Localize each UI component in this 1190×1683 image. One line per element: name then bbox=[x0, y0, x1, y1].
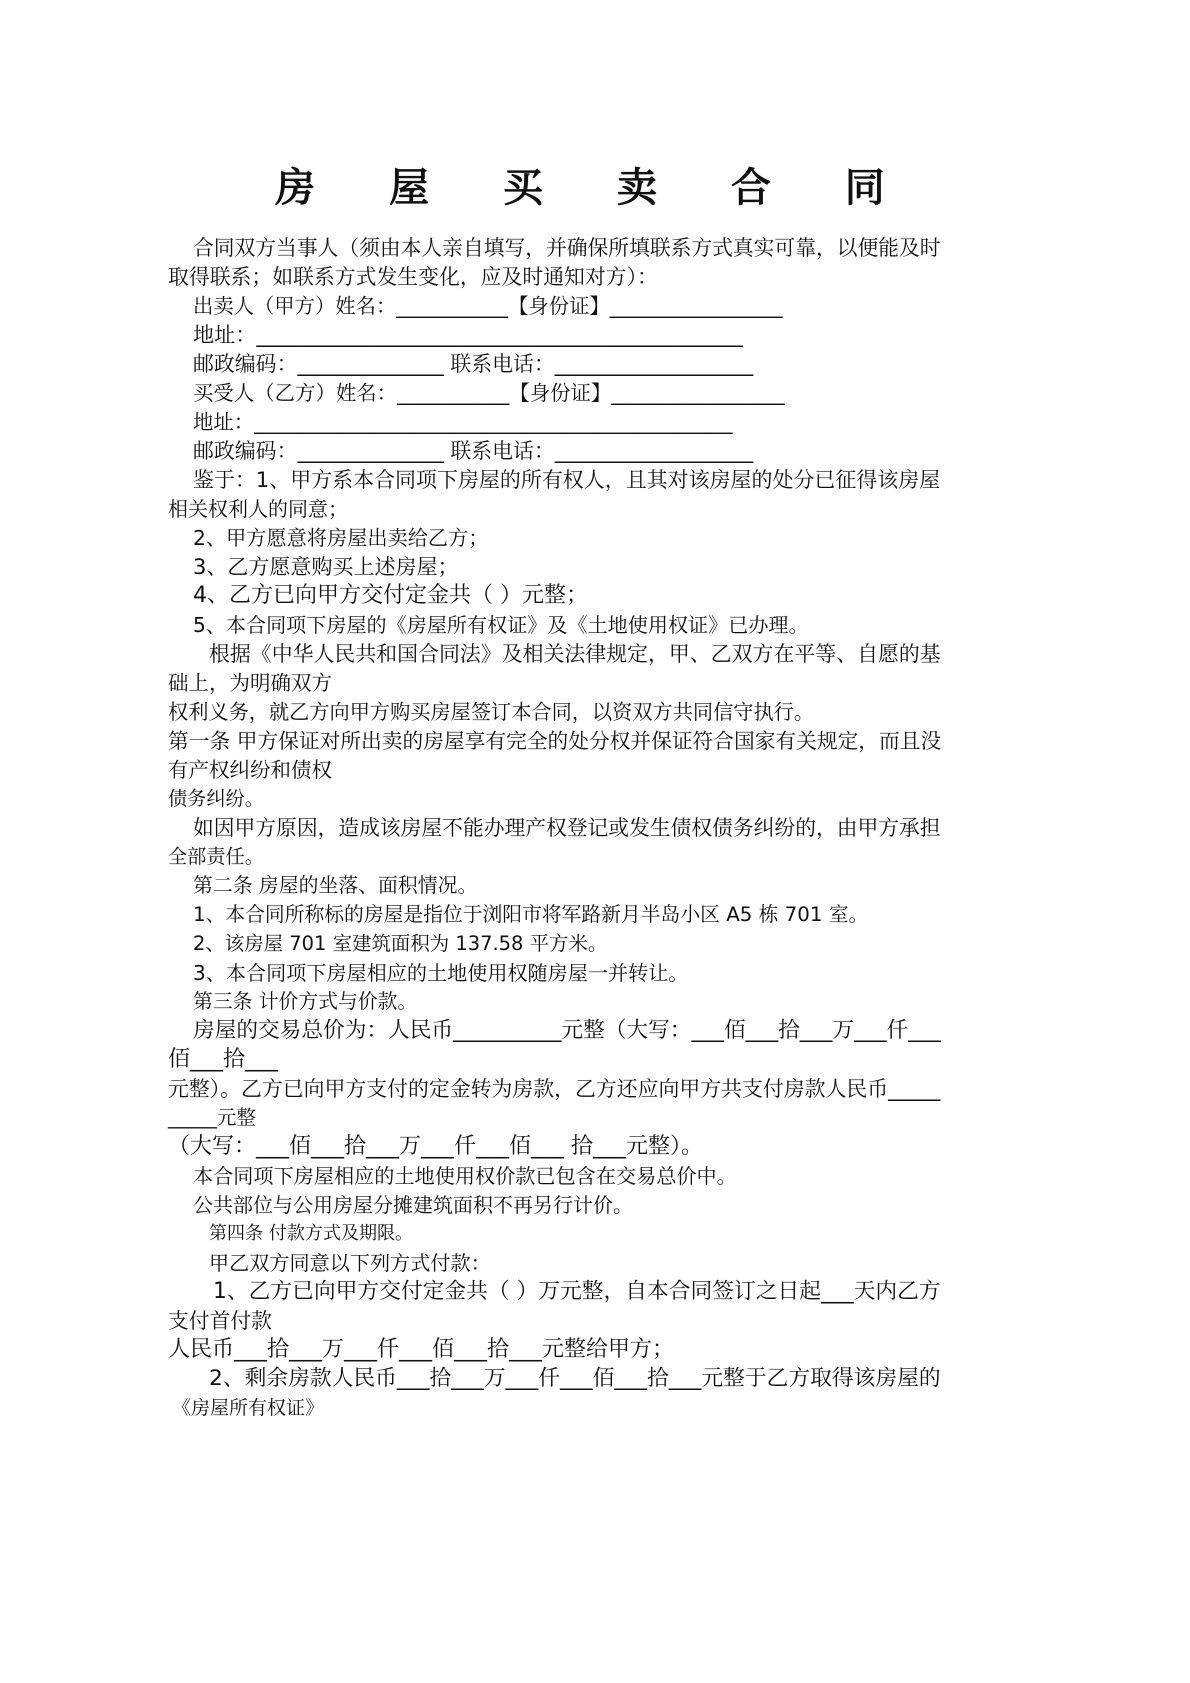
contract-line: 第二条 房屋的坐落、面积情况。 bbox=[193, 874, 478, 897]
contract-line: 如因甲方原因，造成该房屋不能办理产权登记或发生债权债务纠纷的，由甲方承担 bbox=[193, 816, 941, 840]
contract-line: 第三条 计价方式与价款。 bbox=[193, 990, 418, 1013]
contract-line: 5、本合同项下房屋的《房屋所有权证》及《土地使用权证》已办理。 bbox=[193, 613, 809, 637]
contract-line: 根据《中华人民共和国合同法》及相关法律规定，甲、乙双方在平等、自愿的基 bbox=[209, 642, 941, 666]
contract-line: 债务纠纷。 bbox=[168, 787, 264, 810]
contract-line: 地址：______________________________________________ bbox=[193, 322, 743, 347]
contract-line: 房屋的交易总价为：人民币__________元整（大写：___佰___拾___万___仟___ bbox=[193, 1018, 941, 1043]
contract-line: 相关权利人的同意； bbox=[168, 497, 348, 521]
contract-line: 2、该房屋 701 室建筑面积为 137.58 平方米。 bbox=[193, 932, 608, 955]
document-title: 房 屋 买 卖 合 同 bbox=[275, 165, 915, 211]
contract-line: 地址：_______________________________________________ bbox=[193, 410, 733, 434]
contract-line: 第四条 付款方式及期限。 bbox=[209, 1223, 414, 1244]
contract-line: 3、乙方愿意购买上述房屋； bbox=[193, 554, 459, 579]
contract-line: 佰___拾___ bbox=[168, 1047, 279, 1072]
contract-line: 2、甲方愿意将房屋出卖给乙方； bbox=[193, 526, 489, 550]
contract-line: 出卖人（甲方）姓名：___________【身份证】_________________ bbox=[193, 294, 783, 318]
contract-line: 本合同项下房屋相应的土地使用权价款已包含在交易总价中。 bbox=[193, 1164, 737, 1188]
contract-line: 础上，为明确双方 bbox=[168, 671, 332, 695]
contract-line: 3、本合同项下房屋相应的土地使用权随房屋一并转让。 bbox=[193, 961, 689, 985]
contract-line: 合同双方当事人（须由本人亲自填写，并确保所填联系方式真实可靠，以便能及时 bbox=[193, 236, 941, 260]
contract-line: 第一条 甲方保证对所出卖的房屋享有完全的处分权并保证符合国家有关规定，而且没 bbox=[168, 729, 942, 753]
contract-line: 1、本合同所称标的房屋是指位于浏阳市将军路新月半岛小区 A5 栋 701 室。 bbox=[193, 903, 869, 926]
contract-line: 权利义务，就乙方向甲方购买房屋签订本合同，以资双方共同信守执行。 bbox=[168, 700, 815, 724]
contract-line: 邮政编码：______________ 联系电话：___________________ bbox=[193, 439, 754, 463]
contract-line: 取得联系；如联系方式发生变化，应及时通知对方）： bbox=[168, 265, 658, 289]
contract-line: 甲乙双方同意以下列方式付款： bbox=[209, 1251, 491, 1275]
contract-line: 邮政编码：______________ 联系电话：___________________ bbox=[193, 352, 754, 376]
contract-line: 鉴于：1、甲方系本合同项下房屋的所有权人，且其对该房屋的处分已征得该房屋 bbox=[193, 468, 941, 492]
contract-line: （大写：___佰___拾___万___仟___佰___ 拾___元整）。 bbox=[168, 1134, 703, 1159]
contract-line: 全部责任。 bbox=[168, 845, 264, 868]
contract-line: 《房屋所有权证》 bbox=[172, 1397, 325, 1419]
contract-line: 2、剩余房款人民币___拾___万___仟___佰___拾___元整于乙方取得该房屋的 bbox=[209, 1366, 941, 1391]
contract-line: _____元整 bbox=[168, 1106, 256, 1129]
contract-line: 有产权纠纷和债权 bbox=[168, 758, 332, 782]
contract-line: 1、乙方已向甲方交付定金共（ ）万元整，自本合同签订之日起___天内乙方 bbox=[213, 1279, 941, 1304]
contract-line: 买受人（乙方）姓名：___________【身份证】_________________ bbox=[193, 381, 785, 405]
contract-line: 元整）。乙方已向甲方支付的定金转为房款，乙方还应向甲方共支付房款人民币_____ bbox=[168, 1077, 941, 1101]
contract-line: 公共部位与公用房屋分摊建筑面积不再另行计价。 bbox=[193, 1193, 633, 1217]
contract-line: 人民币___拾___万___仟___佰___拾___元整给甲方； bbox=[168, 1337, 675, 1362]
contract-line: 支付首付款 bbox=[168, 1309, 272, 1333]
contract-line: 4、乙方已向甲方交付定金共（ ）元整； bbox=[193, 583, 588, 608]
